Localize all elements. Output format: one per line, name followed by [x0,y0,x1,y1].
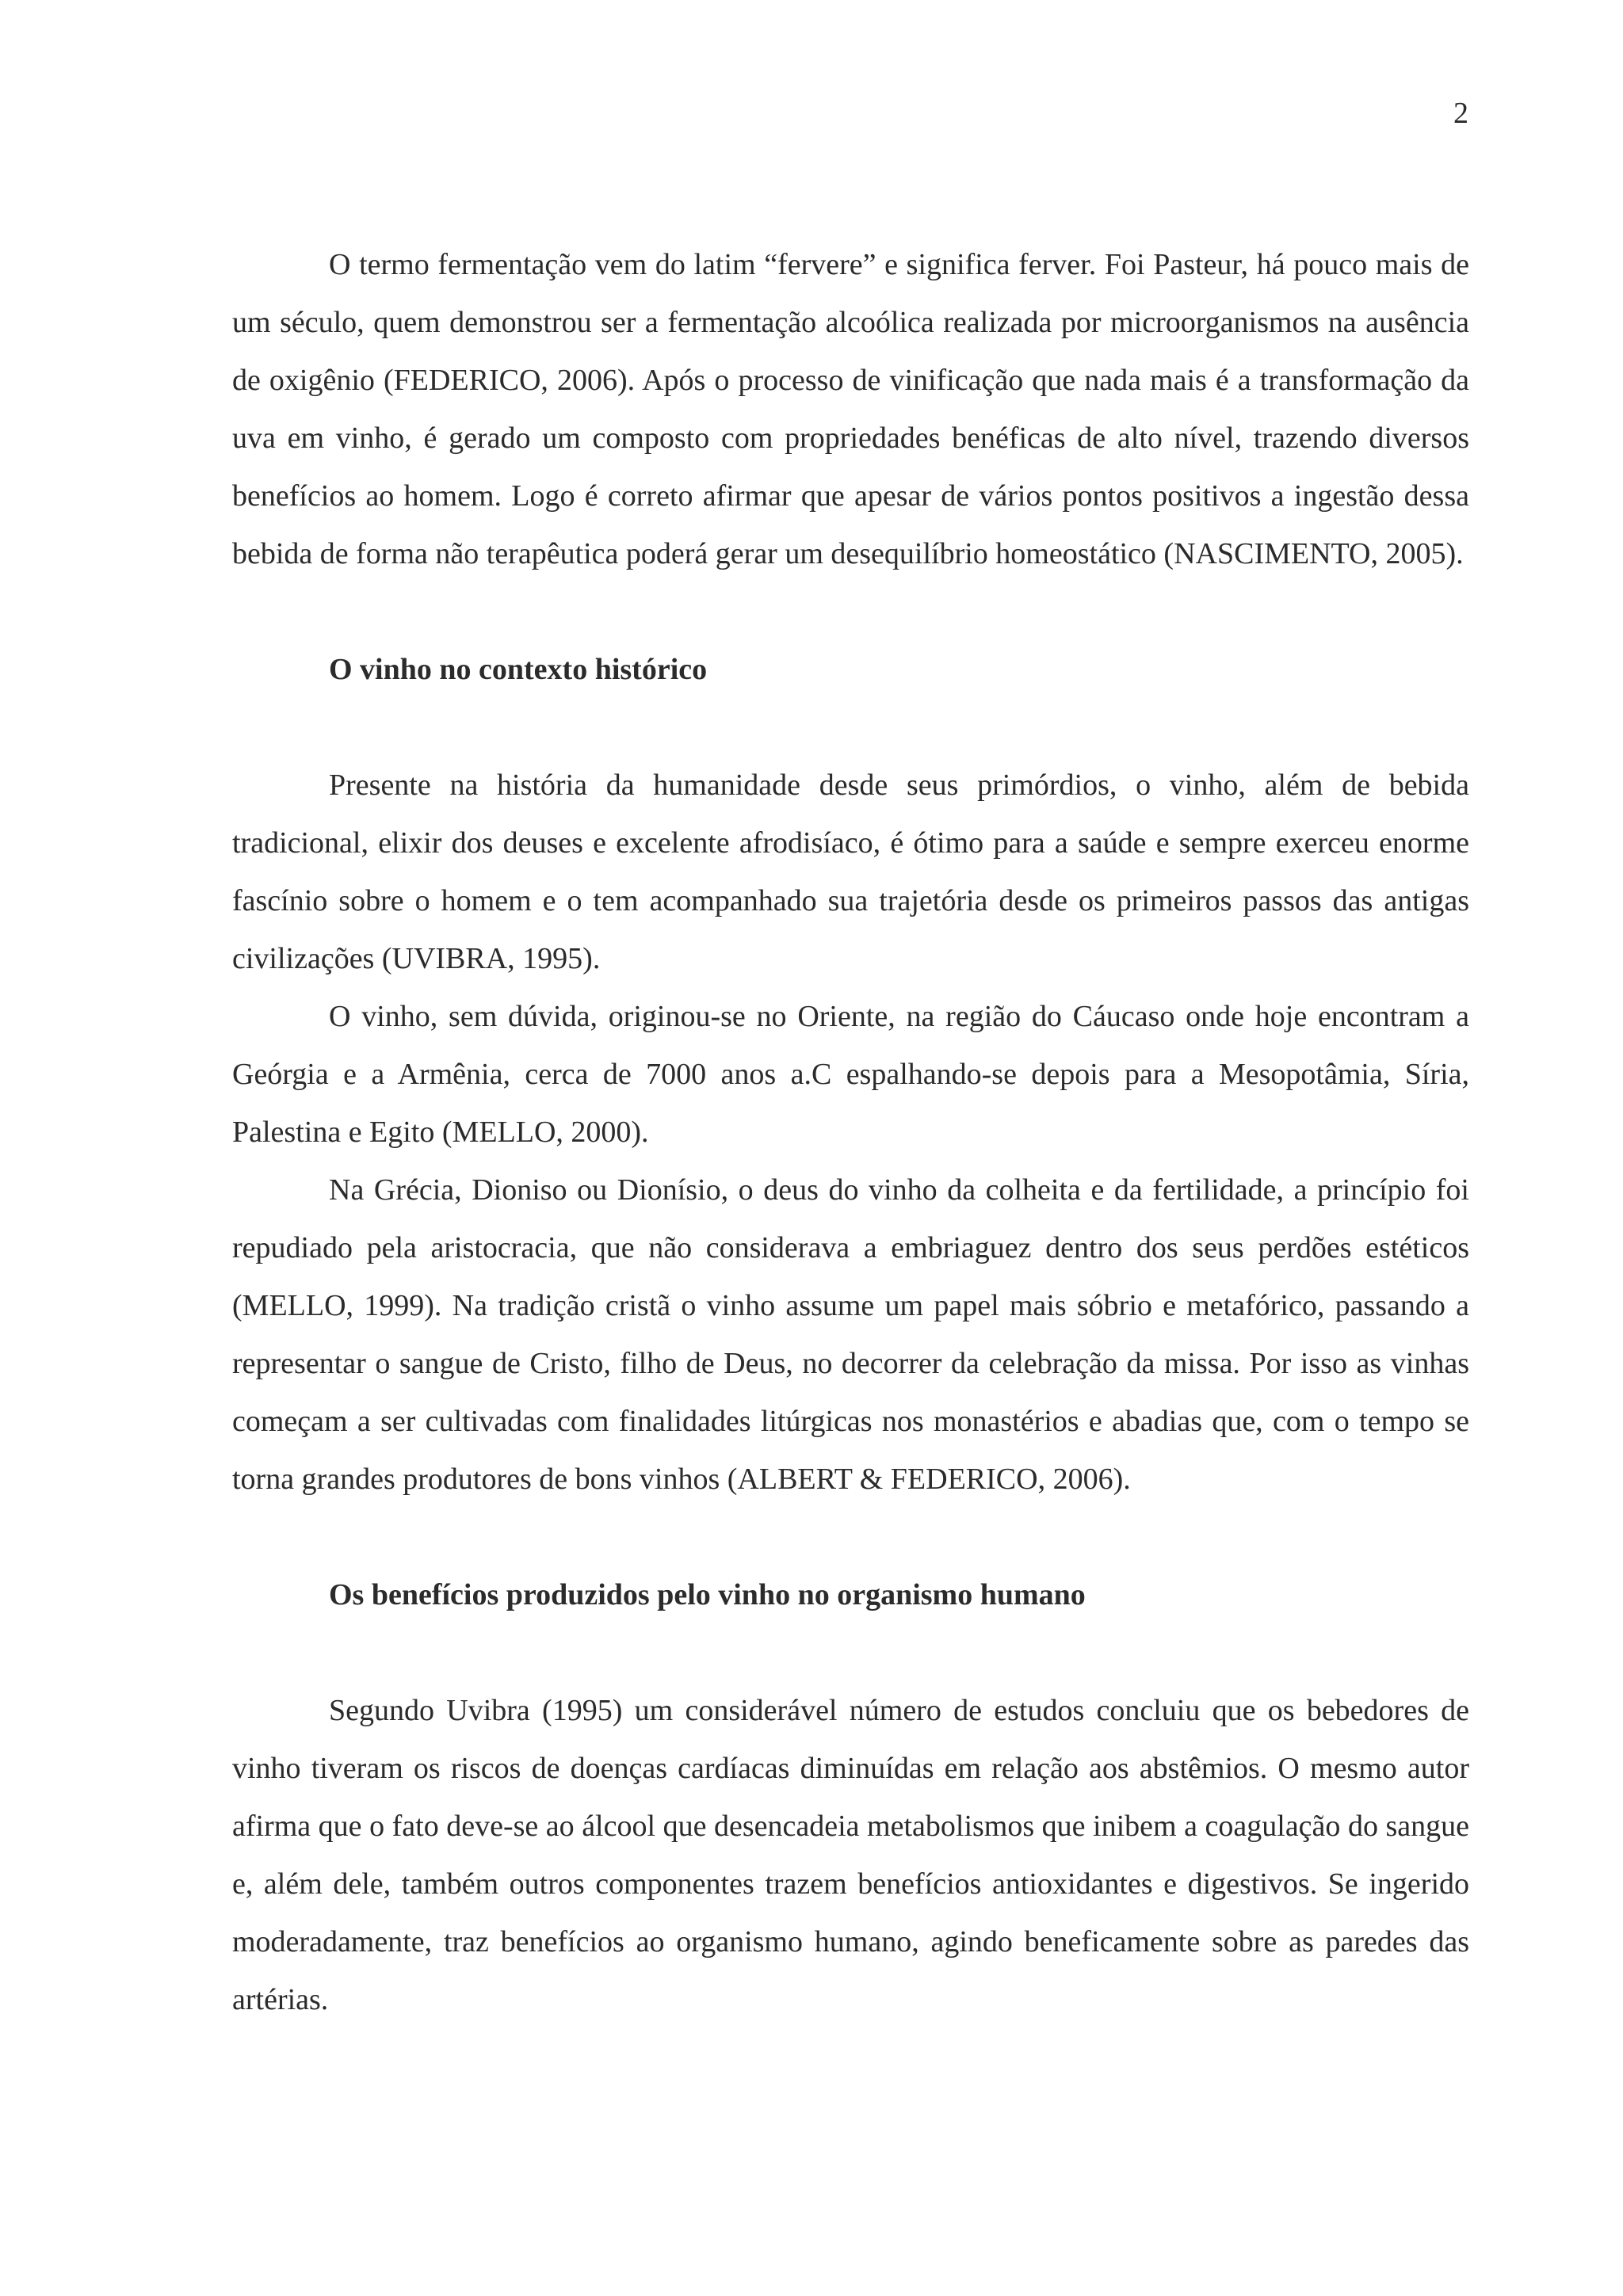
section-heading-historical-context: O vinho no contexto histórico [329,653,708,686]
historical-paragraph-1: Presente na história da humanidade desde seus primórdios, o vinho, além de bebida tradicional, elixir dos deuses e excelente afrodisíaco, é ótimo para a saúde e sempre exerceu enorme fascínio sobre o homem e o tem acompanhado sua trajetória desde os primeiros passos das antigas civilizações (UVIBRA, 1995). [232,769,1469,975]
spacer [232,583,1469,641]
spacer [232,699,1469,757]
page-content [232,236,1469,2029]
page-number: 2 [1453,97,1468,130]
spacer [232,1624,1469,1682]
spacer [232,1508,1469,1566]
intro-paragraph: O termo fermentação vem do latim “fervere” e significa ferver. Foi Pasteur, há pouco mais de um século, quem demonstrou ser a fermentação alcoólica realizada por microorganismos na ausência de oxigênio (FEDERICO, 2006). Após o processo de vinificação que nada mais é a transformação da uva em vinho, é gerado um composto com propriedades benéficas de alto nível, trazendo diversos benefícios ao homem. Logo é correto afirmar que apesar de vários pontos positivos a ingestão dessa bebida de forma não terapêutica poderá gerar um desequilíbrio homeostático (NASCIMENTO, 2005). [232,248,1469,570]
section-heading-benefits: Os benefícios produzidos pelo vinho no organismo humano [329,1578,1086,1611]
benefits-paragraph-1: Segundo Uvibra (1995) um considerável número de estudos concluiu que os bebedores de vinho tiveram os riscos de doenças cardíacas diminuídas em relação aos abstêmios. O mesmo autor afirma que o fato deve-se ao álcool que desencadeia metabolismos que inibem a coagulação do sangue e, além dele, também outros componentes trazem benefícios antioxidantes e digestivos. Se ingerido moderadamente, traz benefícios ao organismo humano, agindo beneficamente sobre as paredes das artérias. [232,1694,1469,2016]
historical-paragraph-2: O vinho, sem dúvida, originou-se no Oriente, na região do Cáucaso onde hoje encontram a Geórgia e a Armênia, cerca de 7000 anos a.C espalhando-se depois para a Mesopotâmia, Síria, Palestina e Egito (MELLO, 2000). [232,1000,1469,1149]
historical-paragraph-3: Na Grécia, Dioniso ou Dionísio, o deus do vinho da colheita e da fertilidade, a princípio foi repudiado pela aristocracia, que não considerava a embriaguez dentro dos seus perdões estéticos (MELLO, 1999). Na tradição cristã o vinho assume um papel mais sóbrio e metafórico, passando a representar o sangue de Cristo, filho de Deus, no decorrer da celebração da missa. Por isso as vinhas começam a ser cultivadas com finalidades litúrgicas nos monastérios e abadias que, com o tempo se torna grandes produtores de bons vinhos (ALBERT & FEDERICO, 2006). [232,1173,1469,1496]
